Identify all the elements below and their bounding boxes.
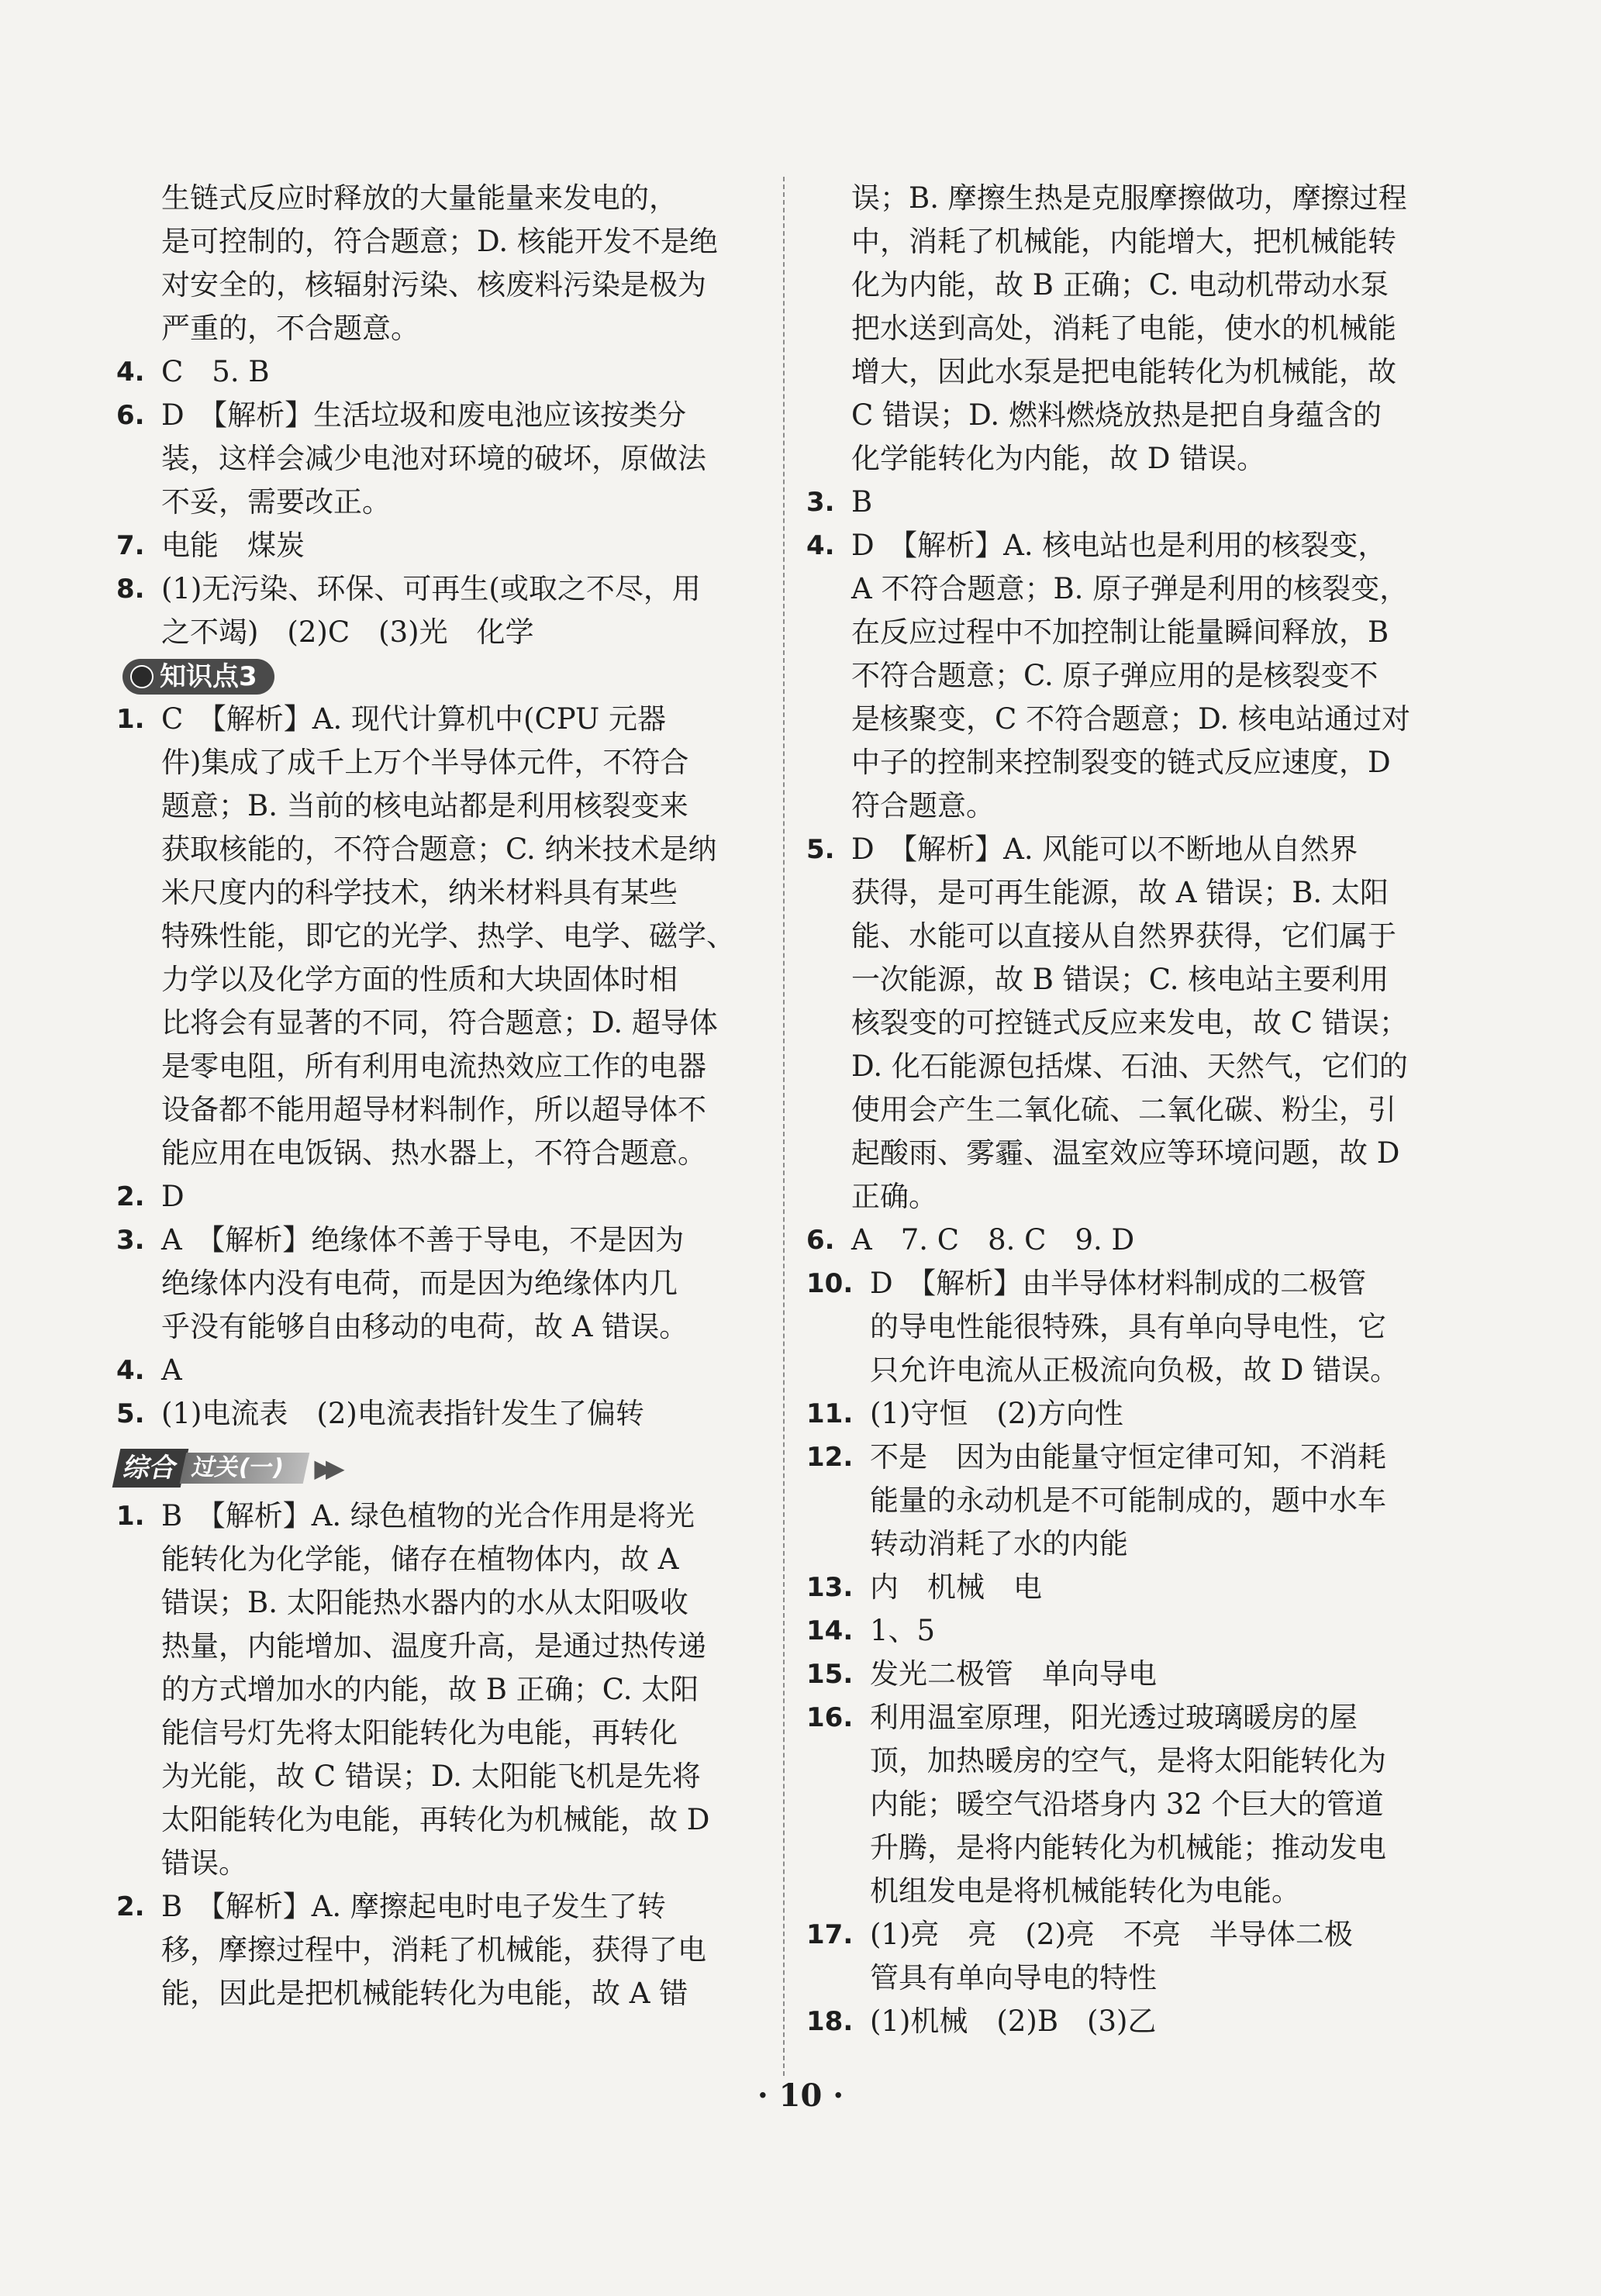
answer-line [116,611,760,654]
answer-text: D 【解析】A. 核电站也是利用的核裂变， [851,529,1387,562]
answer-text: 特殊性能，即它的光学、热学、电学、磁学、 [161,919,735,953]
answer-text: C 5. B [161,355,270,388]
answer-line [116,784,760,828]
answer-text: 一次能源，故 B 错误；C. 核电站主要利用 [851,963,1389,996]
answer-number: 14. [806,1615,854,1646]
answer-text: 之不竭) (2)C (3)光 化学 [161,615,534,649]
answer-number: 6. [806,1225,835,1256]
answer-text: 机组发电是将机械能转化为电能。 [870,1874,1300,1908]
answer-text: 能转化为化学能，储存在植物体内，故 A [161,1543,679,1576]
answer-text: 能应用在电饭锅、热水器上，不符合题意。 [161,1136,706,1170]
answer-item [806,1913,1450,2000]
answer-line [116,524,760,567]
answer-text: 正确。 [851,1180,937,1213]
answer-item [116,567,760,654]
answer-number: 2. [116,1891,145,1922]
answer-text: 核裂变的可控链式反应来发电，故 C 错误； [851,1006,1408,1039]
answer-continuation-line: 增大，因此水泵是把电能转化为机械能，故 [851,355,1396,388]
answer-line [116,1219,760,1262]
answer-item [806,828,1450,1219]
answer-item [806,1436,1450,1566]
answer-text: 中子的控制来控制裂变的链式反应速度，D [851,746,1391,779]
right-intro [806,177,1450,481]
answer-line [806,1175,1450,1219]
answer-text: 不是 因为由能量守恒定律可知，不消耗 [870,1440,1386,1474]
answer-line [116,1175,760,1219]
answer-line [806,698,1450,741]
answer-text: 热量，内能增加、温度升高，是通过热传递 [161,1629,706,1663]
answer-item [116,1494,760,1885]
answer-item [116,524,760,567]
answer-line [116,1494,760,1538]
answer-continuation-line: 把水送到高处，消耗了电能，使水的机械能 [851,312,1396,345]
answer-item [806,1566,1450,1609]
answer-text: 乎没有能够自由移动的电荷，故 A 错误。 [161,1310,688,1343]
answer-number: 4. [116,357,145,388]
right-items [806,481,1450,2043]
answer-number: 1. [116,1501,145,1532]
column-divider [783,177,785,2076]
answer-line [116,1045,760,1088]
answer-line [116,1262,760,1305]
answer-text: B 【解析】A. 绿色植物的光合作用是将光 [161,1499,695,1532]
answer-line [116,1305,760,1349]
answer-text: 不符合题意；C. 原子弹应用的是核裂变不 [851,659,1378,692]
left-column [116,177,760,2015]
answer-line [806,611,1450,654]
answer-line [806,1522,1450,1566]
answer-item [806,1219,1450,1262]
answer-number: 16. [806,1702,854,1733]
answer-line [116,1538,760,1581]
answer-number: 3. [806,487,835,518]
answer-number: 1. [116,704,145,735]
answer-item [116,698,760,1175]
answer-line [806,1479,1450,1522]
answer-line [116,394,760,437]
answer-text: 件)集成了成千上万个半导体元件，不符合 [161,746,689,779]
answer-text: D 【解析】生活垃圾和废电池应该按类分 [161,398,687,432]
answer-text: 内能；暖空气沿塔身内 32 个巨大的管道 [870,1788,1384,1821]
answer-line [806,1392,1450,1436]
answer-line [806,1826,1450,1870]
answer-line [806,741,1450,784]
answer-text: 起酸雨、雾霾、温室效应等环境问题，故 D [851,1136,1400,1170]
answer-line [806,481,1450,524]
left-items-a [116,350,760,654]
answer-text: 是核聚变，C 不符合题意；D. 核电站通过对 [851,702,1410,736]
answer-text: 利用温室原理，阳光透过玻璃暖房的屋 [870,1701,1358,1734]
answer-item [116,1175,760,1219]
answer-item [116,1885,760,2015]
answer-continuation-line: 中，消耗了机械能，内能增大，把机械能转 [851,225,1396,258]
answer-line [116,1842,760,1885]
answer-line [806,1001,1450,1045]
answer-continuation-line: 化为内能，故 B 正确；C. 电动机带动水泵 [851,268,1389,302]
answer-number: 3. [116,1225,145,1256]
answer-line [806,1783,1450,1826]
answer-item [116,1219,760,1349]
answer-line [806,1305,1450,1349]
answer-continuation-line: 严重的，不合题意。 [161,312,419,345]
answer-number: 5. [806,834,835,865]
answer-text: 移，摩擦过程中，消耗了机械能，获得了电 [161,1933,706,1967]
answer-line [116,1001,760,1045]
answer-text: 能，因此是把机械能转化为电能，故 A 错 [161,1977,688,2010]
answer-text: 升腾，是将内能转化为机械能；推动发电 [870,1831,1386,1864]
answer-number: 4. [806,530,835,561]
combo-badge: 综合 [112,1449,189,1488]
answer-text: D 【解析】由半导体材料制成的二极管 [870,1267,1367,1300]
left-items-c [116,1494,760,2015]
answer-text: (1)守恒 (2)方向性 [870,1397,1123,1430]
answer-item [806,1609,1450,1653]
answer-line [806,1219,1450,1262]
answer-line [116,567,760,611]
answer-item [806,1696,1450,1913]
answer-line [806,1132,1450,1175]
answer-text: 管具有单向导电的特性 [870,1961,1157,1994]
page-number: · 10 · [757,2077,844,2114]
answer-line [116,915,760,958]
answer-line [116,1625,760,1668]
answer-line [116,1581,760,1625]
answer-item [116,1392,760,1436]
answer-line [116,350,760,394]
answer-line [806,1653,1450,1696]
double-arrow-icon: ▶▶ [314,1453,337,1483]
answer-line [806,1045,1450,1088]
answer-continuation-line: 对安全的，核辐射污染、核废料污染是极为 [161,268,706,302]
answer-text: 装，这样会减少电池对环境的破坏，原做法 [161,442,706,475]
answer-text: 错误。 [161,1846,247,1880]
answer-item [806,1262,1450,1392]
answer-text: 获得，是可再生能源，故 A 错误；B. 太阳 [851,876,1389,909]
answer-line [116,1712,760,1755]
answer-text: (1)机械 (2)B (3)乙 [870,2005,1157,2038]
answer-line [116,828,760,871]
answer-line [806,915,1450,958]
answer-item [116,394,760,524]
answer-text: 是零电阻，所有利用电流热效应工作的电器 [161,1050,706,1083]
answer-text: D [161,1180,185,1213]
answer-line [806,1436,1450,1479]
answer-continuation-line: 化学能转化为内能，故 D 错误。 [851,442,1266,475]
answer-text: A 不符合题意；B. 原子弹是利用的核裂变， [851,572,1409,605]
answer-number: 10. [806,1268,854,1299]
answer-continuation-line: C 错误；D. 燃料燃烧放热是把自身蕴含的 [851,398,1382,432]
answer-text: 错误；B. 太阳能热水器内的水从太阳吸收 [161,1586,688,1619]
answer-line [806,871,1450,915]
answer-line [806,654,1450,698]
answer-line [806,784,1450,828]
left-intro [116,177,760,350]
answer-line [806,1349,1450,1392]
answer-continuation-line: 是可控制的，符合题意；D. 核能开发不是绝 [161,225,718,258]
answer-text: 能信号灯先将太阳能转化为电能，再转化 [161,1716,678,1750]
answer-item [806,1653,1450,1696]
answer-line [116,1392,760,1436]
answer-continuation-line: 生链式反应时释放的大量能量来发电的， [161,181,678,215]
answer-number: 11. [806,1398,854,1429]
answer-text: 题意；B. 当前的核电站都是利用核裂变来 [161,789,688,822]
answer-item [806,2000,1450,2043]
answer-line [116,871,760,915]
answer-line [116,1798,760,1842]
knowledge-point-header [122,659,274,695]
answer-line [806,1566,1450,1609]
answer-number: 7. [116,530,145,561]
answer-line [806,1609,1450,1653]
answer-line [116,1885,760,1929]
answer-text: A 7. C 8. C 9. D [851,1223,1135,1257]
answer-line [116,1755,760,1798]
left-items-b [116,698,760,1436]
answer-continuation-line: 误；B. 摩擦生热是克服摩擦做功，摩擦过程 [851,181,1407,215]
answer-line [116,1668,760,1712]
answer-text: 不妥，需要改正。 [161,485,391,519]
answer-number: 18. [806,2006,854,2037]
answer-number: 12. [806,1442,854,1473]
answer-line [806,1088,1450,1132]
answer-text: 符合题意。 [851,789,995,822]
answer-line [806,2000,1450,2043]
answer-line [806,567,1450,611]
answer-line [116,958,760,1001]
combo-sub-label: 过关(一) [180,1453,310,1484]
answer-text: 能、水能可以直接从自然界获得，它们属于 [851,919,1396,953]
answer-line [116,698,760,741]
answer-text: 设备都不能用超导材料制作，所以超导体不 [161,1093,706,1126]
answer-line [806,1956,1450,2000]
answer-text: 内 机械 电 [870,1570,1042,1604]
combo-section-header [116,1446,760,1490]
answer-line [806,1696,1450,1739]
answer-line [116,1349,760,1392]
answer-text: C 【解析】A. 现代计算机中(CPU 元器 [161,702,666,736]
answer-text: 为光能，故 C 错误；D. 太阳能飞机是先将 [161,1760,701,1793]
knowledge-point-label: 知识点3 [160,661,257,692]
answer-item [806,524,1450,828]
answer-text: A [161,1353,182,1387]
answer-number: 15. [806,1659,854,1690]
answer-text: 能量的永动机是不可能制成的，题中水车 [870,1484,1386,1517]
answer-number: 2. [116,1181,145,1212]
answer-text: 太阳能转化为电能，再转化为机械能，故 D [161,1803,710,1836]
right-column [806,177,1450,2043]
answer-text: 1、5 [870,1614,936,1647]
answer-number: 4. [116,1355,145,1386]
answer-text: 转动消耗了水的内能 [870,1527,1128,1560]
answer-number: 8. [116,574,145,605]
answer-text: (1)亮 亮 (2)亮 不亮 半导体二极 [870,1918,1353,1951]
answer-text: (1)电流表 (2)电流表指针发生了偏转 [161,1397,644,1430]
answer-text: D. 化石能源包括煤、石油、天然气，它们的 [851,1050,1408,1083]
answer-text: (1)无污染、环保、可再生(或取之不尽，用 [161,572,701,605]
answer-line [806,828,1450,871]
answer-number: 6. [116,400,145,431]
answer-line [806,524,1450,567]
answer-number: 13. [806,1572,854,1603]
answer-text: D 【解析】A. 风能可以不断地从自然界 [851,833,1358,866]
answer-text: 绝缘体内没有电荷，而是因为绝缘体内几 [161,1267,678,1300]
answer-line [806,1262,1450,1305]
answer-line [116,481,760,524]
answer-text: 电能 煤炭 [161,529,305,562]
answer-text: 获取核能的，不符合题意；C. 纳米技术是纳 [161,833,717,866]
answer-item [806,481,1450,524]
answer-text: 使用会产生二氧化硫、二氧化碳、粉尘，引 [851,1093,1396,1126]
answer-text: A 【解析】绝缘体不善于导电，不是因为 [161,1223,685,1257]
answer-item [116,1349,760,1392]
answer-line [116,1929,760,1972]
answer-line [806,958,1450,1001]
answer-line [116,437,760,481]
answer-line [116,741,760,784]
answer-text: 的方式增加水的内能，故 B 正确；C. 太阳 [161,1673,699,1706]
answer-line [806,1870,1450,1913]
answer-text: 在反应过程中不加控制让能量瞬间释放，B [851,615,1389,649]
answer-text: 米尺度内的科学技术，纳米材料具有某些 [161,876,678,909]
answer-number: 5. [116,1398,145,1429]
answer-text: 比将会有显著的不同，符合题意；D. 超导体 [161,1006,718,1039]
answer-text: 只允许电流从正极流向负极，故 D 错误。 [870,1353,1399,1387]
answer-item [806,1392,1450,1436]
play-circle-icon [130,665,154,688]
answer-text: B [851,485,873,519]
answer-line [116,1972,760,2015]
answer-line [806,1739,1450,1783]
answer-text: 的导电性能很特殊，具有单向导电性，它 [870,1310,1386,1343]
answer-line [116,1132,760,1175]
answer-line [806,1913,1450,1956]
answer-number: 17. [806,1919,854,1950]
answer-text: B 【解析】A. 摩擦起电时电子发生了转 [161,1890,666,1923]
answer-text: 发光二极管 单向导电 [870,1657,1157,1691]
answer-text: 力学以及化学方面的性质和大块固体时相 [161,963,678,996]
answer-text: 顶，加热暖房的空气，是将太阳能转化为 [870,1744,1386,1777]
answer-item [116,350,760,394]
answer-line [116,1088,760,1132]
